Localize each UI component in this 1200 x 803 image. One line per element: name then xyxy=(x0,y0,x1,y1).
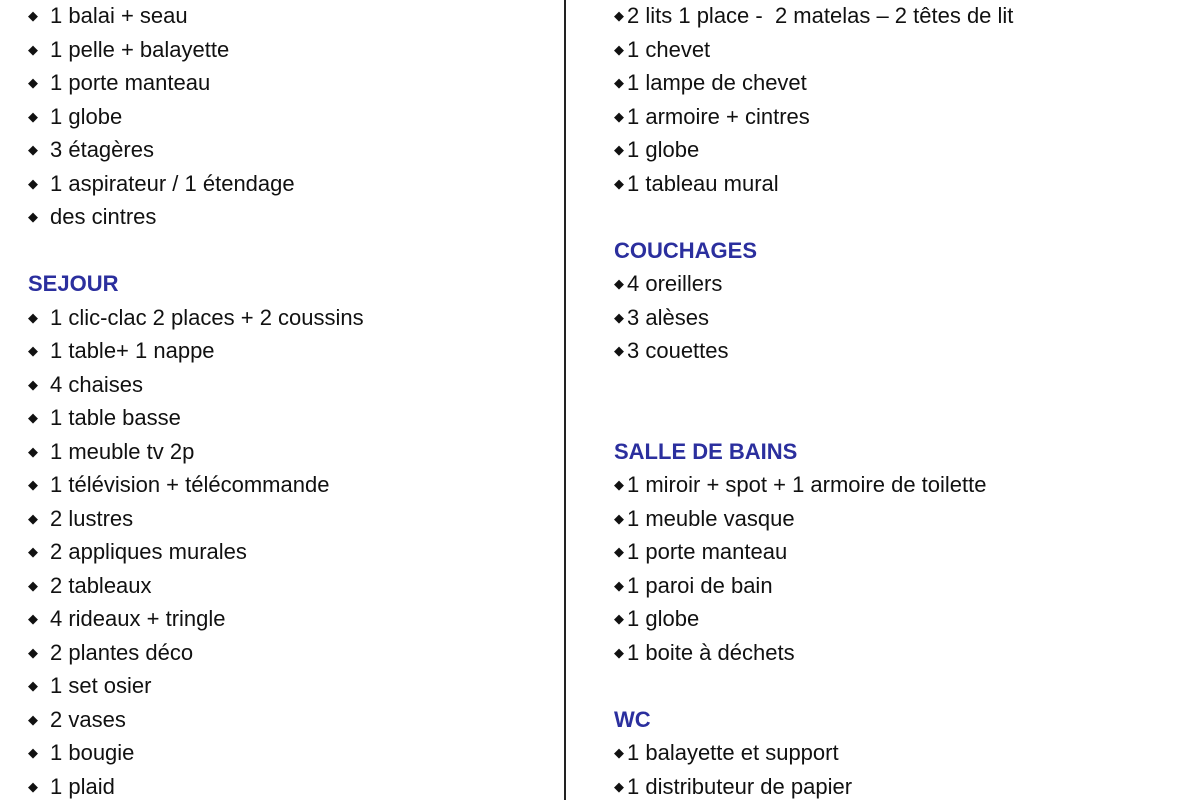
list-item xyxy=(28,468,364,502)
list-item-text: 1 aspirateur / 1 étendage xyxy=(50,171,295,196)
list-item-text: 1 pelle + balayette xyxy=(50,37,229,62)
list-item-text: 1 porte manteau xyxy=(627,539,787,564)
list-item-text: 1 meuble vasque xyxy=(627,506,795,531)
bullet-icon: ◆ xyxy=(28,435,50,469)
list-item xyxy=(614,66,1013,100)
bullet-icon: ◆ xyxy=(28,636,50,670)
section-heading: SALLE DE BAINS xyxy=(614,435,1013,469)
list-item xyxy=(614,535,1013,569)
list-item-text: 1 table+ 1 nappe xyxy=(50,338,215,363)
list-item xyxy=(614,167,1013,201)
list-item xyxy=(28,703,364,737)
list-item-text: 2 plantes déco xyxy=(50,640,193,665)
list-item xyxy=(28,535,364,569)
list-item-text: 1 tableau mural xyxy=(627,171,779,196)
list-item-text: 1 lampe de chevet xyxy=(627,70,807,95)
bullet-icon: ◆ xyxy=(614,301,627,335)
bullet-icon: ◆ xyxy=(614,0,627,33)
list-item xyxy=(614,133,1013,167)
list-item xyxy=(28,636,364,670)
list-item-text: 1 armoire + cintres xyxy=(627,104,810,129)
bullet-icon: ◆ xyxy=(614,334,627,368)
list-item xyxy=(28,200,364,234)
bullet-icon: ◆ xyxy=(614,468,627,502)
list-item xyxy=(614,301,1013,335)
bullet-icon: ◆ xyxy=(28,502,50,536)
list-item-text: 1 miroir + spot + 1 armoire de toilette xyxy=(627,472,987,497)
list-item-text: 2 lustres xyxy=(50,506,133,531)
list-item-text: 1 globe xyxy=(50,104,122,129)
bullet-icon: ◆ xyxy=(28,468,50,502)
bullet-icon: ◆ xyxy=(28,167,50,201)
bullet-icon: ◆ xyxy=(28,535,50,569)
bullet-icon: ◆ xyxy=(614,133,627,167)
list-item-text: 2 tableaux xyxy=(50,573,152,598)
spacer xyxy=(614,669,1013,703)
bullet-icon: ◆ xyxy=(28,602,50,636)
list-item-text: 4 rideaux + tringle xyxy=(50,606,226,631)
bullet-icon: ◆ xyxy=(28,703,50,737)
bullet-icon: ◆ xyxy=(28,66,50,100)
list-item-text: 1 clic-clac 2 places + 2 coussins xyxy=(50,305,364,330)
list-item xyxy=(614,770,1013,803)
list-item xyxy=(28,133,364,167)
list-item xyxy=(614,569,1013,603)
bullet-icon: ◆ xyxy=(28,0,50,33)
list-item-text: 1 chevet xyxy=(627,37,710,62)
bullet-icon: ◆ xyxy=(28,200,50,234)
list-item xyxy=(28,401,364,435)
list-item xyxy=(614,0,1013,33)
list-item-text: 1 porte manteau xyxy=(50,70,210,95)
list-item-text: 4 oreillers xyxy=(627,271,722,296)
bullet-icon: ◆ xyxy=(28,33,50,67)
bullet-icon: ◆ xyxy=(614,33,627,67)
spacer xyxy=(28,234,364,268)
bullet-icon: ◆ xyxy=(28,401,50,435)
section-heading: WC xyxy=(614,703,1013,737)
list-item xyxy=(28,301,364,335)
column-divider xyxy=(564,0,566,800)
bullet-icon: ◆ xyxy=(28,669,50,703)
list-item xyxy=(28,368,364,402)
spacer xyxy=(614,401,1013,435)
list-item-text: 1 boite à déchets xyxy=(627,640,795,665)
list-item-text: 1 balai + seau xyxy=(50,3,188,28)
list-item xyxy=(28,100,364,134)
list-item-text: 1 table basse xyxy=(50,405,181,430)
list-item xyxy=(614,100,1013,134)
section-heading: COUCHAGES xyxy=(614,234,1013,268)
list-item-text: 1 télévision + télécommande xyxy=(50,472,329,497)
spacer xyxy=(614,368,1013,402)
list-item-text: 1 distributeur de papier xyxy=(627,774,852,799)
bullet-icon: ◆ xyxy=(614,770,627,803)
bullet-icon: ◆ xyxy=(614,636,627,670)
list-item-text: 1 globe xyxy=(627,137,699,162)
list-item xyxy=(614,267,1013,301)
spacer xyxy=(614,200,1013,234)
list-item-text: 2 appliques murales xyxy=(50,539,247,564)
list-item xyxy=(614,502,1013,536)
bullet-icon: ◆ xyxy=(28,368,50,402)
list-item xyxy=(28,435,364,469)
bullet-icon: ◆ xyxy=(28,334,50,368)
bullet-icon: ◆ xyxy=(28,301,50,335)
list-item-text: 1 bougie xyxy=(50,740,134,765)
list-item-text: 1 balayette et support xyxy=(627,740,839,765)
list-item-text: 1 globe xyxy=(627,606,699,631)
bullet-icon: ◆ xyxy=(614,66,627,100)
bullet-icon: ◆ xyxy=(28,770,50,803)
list-item xyxy=(28,66,364,100)
bullet-icon: ◆ xyxy=(28,736,50,770)
list-item xyxy=(614,602,1013,636)
list-item-text: 1 paroi de bain xyxy=(627,573,773,598)
list-item xyxy=(614,636,1013,670)
bullet-icon: ◆ xyxy=(614,100,627,134)
list-item-text: 1 plaid xyxy=(50,774,115,799)
list-item xyxy=(28,770,364,803)
bullet-icon: ◆ xyxy=(614,502,627,536)
list-item-text: des cintres xyxy=(50,204,156,229)
bullet-icon: ◆ xyxy=(28,569,50,603)
list-item xyxy=(28,167,364,201)
bullet-icon: ◆ xyxy=(614,535,627,569)
list-item xyxy=(614,468,1013,502)
list-item-text: 3 alèses xyxy=(627,305,709,330)
list-item-text: 2 vases xyxy=(50,707,126,732)
bullet-icon: ◆ xyxy=(614,569,627,603)
bullet-icon: ◆ xyxy=(614,736,627,770)
bullet-icon: ◆ xyxy=(28,133,50,167)
list-item-text: 4 chaises xyxy=(50,372,143,397)
right-column xyxy=(614,0,1013,803)
list-item xyxy=(28,0,364,33)
section-heading: SEJOUR xyxy=(28,267,364,301)
list-item xyxy=(614,33,1013,67)
list-item xyxy=(28,602,364,636)
list-item xyxy=(614,736,1013,770)
list-item-text: 3 étagères xyxy=(50,137,154,162)
list-item xyxy=(614,334,1013,368)
bullet-icon: ◆ xyxy=(614,602,627,636)
list-item xyxy=(28,669,364,703)
list-item-text: 1 meuble tv 2p xyxy=(50,439,194,464)
list-item xyxy=(28,334,364,368)
list-item xyxy=(28,502,364,536)
list-item xyxy=(28,33,364,67)
list-item xyxy=(28,736,364,770)
list-item-text: 2 lits 1 place - 2 matelas – 2 têtes de lit xyxy=(627,3,1013,28)
bullet-icon: ◆ xyxy=(28,100,50,134)
bullet-icon: ◆ xyxy=(614,267,627,301)
list-item-text: 3 couettes xyxy=(627,338,729,363)
bullet-icon: ◆ xyxy=(614,167,627,201)
list-item-text: 1 set osier xyxy=(50,673,152,698)
left-column xyxy=(28,0,364,803)
list-item xyxy=(28,569,364,603)
